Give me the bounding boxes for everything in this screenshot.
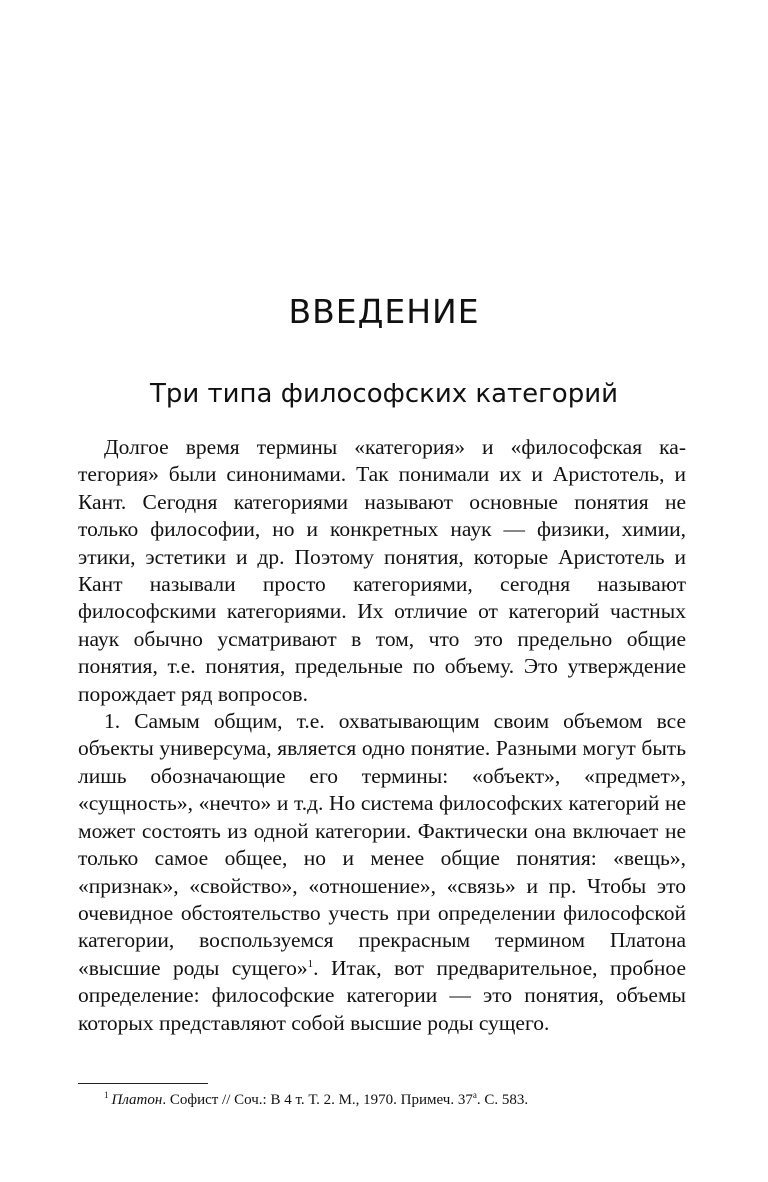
footnote-author: Платон xyxy=(111,1092,163,1108)
paragraph-2 xyxy=(78,708,686,1037)
footnote-number: 1 xyxy=(104,1090,109,1100)
paragraph-2-text: 1. Самым общим, т.е. охватывающим своим объемом все объекты универсума, является одно понятие. Разными могут быть лишь обозначающие его термины: «объект», «предмет», «сущность», «нечто» и т.д. Но система философских категорий не может состоять из одной категории. Фактически она включает не только самое общее, но и менее общие понятия: «вещь», «признак», «свойство», «отношение», «связь» и пр. Чтобы это очевидное обстоятельство учесть при определении философской категории, воспользуемся прекрасным термином Платона «высшие роды сущего» xyxy=(78,709,686,980)
paragraph-1: Долгое время термины «категория» и «философская категория» были синонимами. Так понимали их и Аристотель, и Кант. Сегодня категориями называют основные понятия не только философии, но и конкретных наук — физики, химии, этики, эстетики и др. Поэтому понятия, которые Аристотель и Кант называли просто категориями, сегодня называют философскими категориями. Их отличие от категорий частных наук обычно усматривают в том, что это предельно общие понятия, т.е. понятия, предельные по объему. Это утверждение порождает ряд вопросов. xyxy=(78,435,686,706)
chapter-title: ВВЕДЕНИЕ xyxy=(288,292,480,331)
paragraph-2-text-continued: . Итак, вот предварительное, пробное определение: философские категории — это понятия, объемы которых представляют собой высшие роды сущего. xyxy=(78,955,686,1035)
footnote-citation: . Софист // Соч.: В 4 т. Т. 2. М., 1970. Примеч. 37 xyxy=(162,1092,473,1108)
footnote xyxy=(104,1091,704,1109)
footnote-page: . С. 583. xyxy=(476,1092,529,1108)
section-title: Три типа философских категорий xyxy=(149,379,619,409)
footnote-divider xyxy=(78,1083,208,1084)
footnote-superscript: а xyxy=(472,1090,477,1100)
body-text xyxy=(78,434,686,1037)
footnote-ref[interactable]: 1 xyxy=(307,957,314,970)
